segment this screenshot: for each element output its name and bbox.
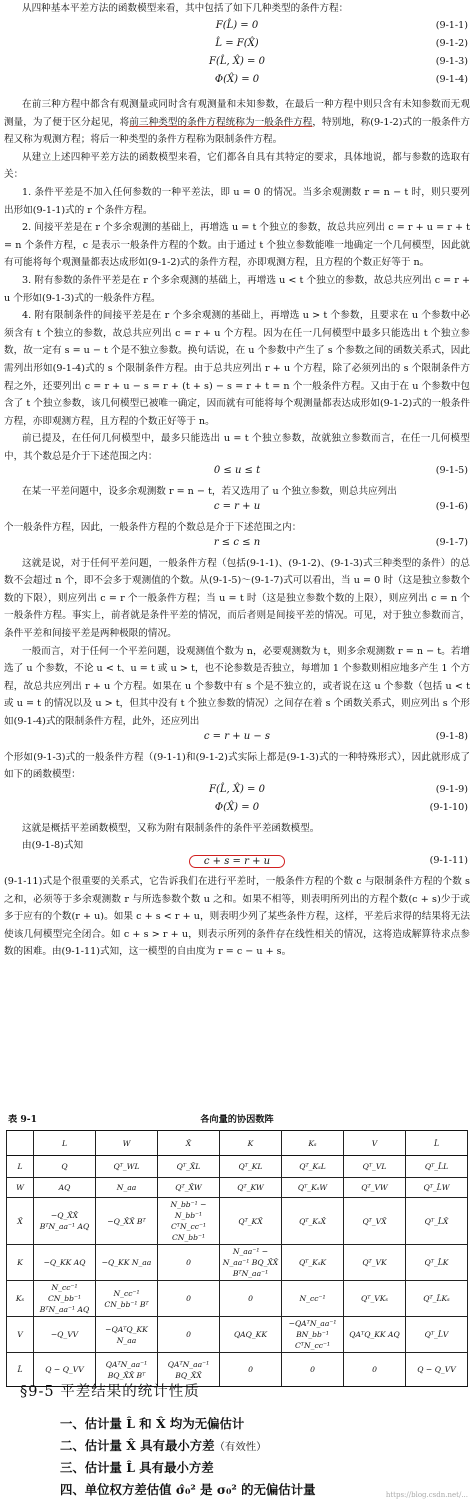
equation-row xyxy=(0,802,474,820)
equation-number: (9-1-6) xyxy=(435,501,468,513)
subsection-heading xyxy=(60,1480,315,1498)
row-header: L xyxy=(7,1156,34,1178)
equation-number: (9-1-10) xyxy=(429,801,468,813)
red-circled-equation: c + s = r + u xyxy=(189,855,285,868)
equation: F(L̂) = 0 xyxy=(215,20,259,31)
list-item-condition-adjustment: 1. 条件平差是不加入任何参数的一种平差法，即 u = 0 的情况。当多余观测数 r = n − t 时，则只要列出形如(9-1-1)式的 r 个条件方程。 xyxy=(4,186,470,216)
table-row xyxy=(7,1317,468,1353)
text-run: ，特别地，称(9-1-2)式的一般条件方程又称为观测方程；将后一种类型的条件方程称为限制条件方程。 xyxy=(4,116,470,146)
row-header: X̂ xyxy=(7,1198,34,1245)
table-row xyxy=(7,1198,468,1245)
table-cell: Qᵀ_L̂V xyxy=(406,1317,468,1353)
equation: Φ(X̂) = 0 xyxy=(214,801,260,813)
intro-paragraph: 从四种基本平差方法的函数模型来看，其中包括了如下几种类型的条件方程： xyxy=(22,3,349,14)
table-cell: Qᵀ_VW xyxy=(344,1178,406,1198)
table-row xyxy=(7,1281,468,1317)
table-cell: AQ xyxy=(34,1178,96,1198)
equation-row xyxy=(0,855,474,873)
section-heading: §9-5 平差结果的统计性质 xyxy=(20,1384,200,1400)
equation: F(L̂, X̂) = 0 xyxy=(209,783,265,795)
equation-row xyxy=(0,38,474,56)
paragraph-count-range: 个一般条件方程，因此，一般条件方程的个数总是介于下述范围之内： xyxy=(4,522,302,534)
equation-group-1 xyxy=(0,20,474,92)
table-cell: Qᵀ_L̂L xyxy=(406,1156,468,1178)
table-cell: QAQ_KK xyxy=(220,1317,282,1353)
table-cell: −Q_KK N_aa xyxy=(96,1245,158,1281)
equation-row xyxy=(0,20,474,38)
text-run: 在前三种方程中都含有观测量或同时含有观测量和未知参数，在最后一种方程中则只含有未知参数而无观测量，为了便于区分起见，将 xyxy=(4,99,470,128)
subsection-heading xyxy=(60,1436,267,1454)
equation-row xyxy=(0,74,474,92)
table-cell: Qᵀ_VL xyxy=(344,1156,406,1178)
table-cell: −QAᵀN_aa⁻¹ BN_bb⁻¹ CᵀN_cc⁻¹ xyxy=(282,1317,344,1353)
table-cell: QAᵀN_aa⁻¹ BQ_X̂X̂ xyxy=(158,1353,220,1387)
table-cell: Q − Q_VV xyxy=(34,1353,96,1387)
table-cell: Q − Q_VV xyxy=(406,1353,468,1387)
equation-row xyxy=(0,465,474,483)
column-header: L̂ xyxy=(406,1131,468,1156)
column-header: V xyxy=(344,1131,406,1156)
underlined-text: 前三种类型的条件方程统称为一般条件方程 xyxy=(129,116,313,128)
table-cell: −QAᵀQ_KK N_aa xyxy=(96,1317,158,1353)
paragraph-summary: 这就是概括平差函数模型，又称为附有限制条件的条件平差函数模型。 xyxy=(22,822,320,834)
table-row xyxy=(7,1178,468,1198)
heading-note: （有效性） xyxy=(214,1441,267,1453)
table-cell: 0 xyxy=(282,1353,344,1387)
paragraph-relation: (9-1-11)式是个很重要的关系式，它告诉我们在进行平差时，一般条件方程的个数 c 与限制条件方程的个数 s 之和，必须等于多余观测数 r 与所选参数个数 u 之和。如果不相等，则表明所列出的方程个数(c + s)少于或多于应有的个数(r + u)。如果 c + s < r + u，则表明少列了某些条件方程，这样，平差后求得的结果将无法使该几何模型完全闭合。如 c + s > r + u，则表示所列的条件存在线性相关的情况，这将造成解算待求点参数的困难。由(9-1-11)式知，这一模型的自由度为 r = c − u + s。 xyxy=(4,875,470,958)
equation-number: (9-1-7) xyxy=(435,536,468,548)
column-header: Kₛ xyxy=(282,1131,344,1156)
table-cell: Qᵀ_X̂W xyxy=(158,1178,220,1198)
table-cell: −Q_VV xyxy=(34,1317,96,1353)
equation: Φ(X̂) = 0 xyxy=(214,74,260,85)
table-cell: Qᵀ_KL xyxy=(220,1156,282,1178)
table-cell: 0 xyxy=(158,1245,220,1281)
table-cell: Qᵀ_KX̂ xyxy=(220,1198,282,1245)
paragraph-redundant: 在某一平差问题中，设多余观测数 r = n − t，若又选用了 u 个独立参数，则总共应列出 xyxy=(22,486,397,498)
cofactor-table xyxy=(6,1130,468,1387)
table-cell: Qᵀ_L̂X̂ xyxy=(406,1198,468,1245)
column-header: X̂ xyxy=(158,1131,220,1156)
table-cell: 0 xyxy=(220,1353,282,1387)
table-cell: Qᵀ_KₛX̂ xyxy=(282,1198,344,1245)
paragraph-parameter-range: 前已提及，在任何几何模型中，最多只能选出 u = t 个独立参数，故就独立参数而言，在任一几何模型中，其个数总是介于下述范围之内： xyxy=(4,433,470,462)
equation: c = r + u xyxy=(213,501,261,513)
equation: L̂ = F(X̂) xyxy=(215,38,259,49)
table-cell: Qᵀ_L̂K xyxy=(406,1245,468,1281)
table-cell: −Q_X̂X̂ Bᵀ xyxy=(96,1198,158,1245)
list-item-constrained-indirect: 4. 附有限制条件的间接平差是在 r 个多余观测的基础上，再增选 u > t 个参数，且要求在 u 个参数中必须含有 t 个独立的参数，故总共应列出 c = r + u 个方程。因为在任一几何模型中最多只能选出 t 个独立参数，故一定有 s = u − t 个是不独立参数。换句话说，在 u 个参数中产生了 s 个参数之间的函数关系式，因此需列出形如(9-1-4)式的 s 个限制条件方程。由于总共应列出 r + u 个方程，除了必须列出的 s 个限制条件方程之外，还要列出 c = r + u − s = r + (t + s) − s = r + t = n 个一般条件方程。又由于在 u 个参数中包含了 t 个独立参数，该几何模型已被唯一确定，因而就有可能将每个观测量都表达成形如(9-1-2)式的一般条件方程，亦即观测方程，且方程的个数正好等于 n。 xyxy=(4,310,470,427)
row-header: K xyxy=(7,1245,34,1281)
equation-row xyxy=(0,537,474,555)
table-cell: Qᵀ_KₛL xyxy=(282,1156,344,1178)
row-header: L̂ xyxy=(7,1353,34,1387)
table-cell: N_cc⁻¹ xyxy=(282,1281,344,1317)
table-cell: Qᵀ_X̂L xyxy=(158,1156,220,1178)
table-cell: N_bb⁻¹ − N_bb⁻¹ CᵀN_cc⁻¹ CN_bb⁻¹ xyxy=(158,1198,220,1245)
table-cell: Qᵀ_KₛW xyxy=(282,1178,344,1198)
table-cell: QAᵀQ_KK AQ xyxy=(344,1317,406,1353)
table-title: 各向量的协因数阵 xyxy=(200,1114,274,1125)
table-cell: Qᵀ_WL xyxy=(96,1156,158,1178)
table-cell: 0 xyxy=(158,1281,220,1317)
table-cell: −Q_KK AQ xyxy=(34,1245,96,1281)
table-cell: N_cc⁻¹ CN_bb⁻¹ Bᵀ xyxy=(96,1281,158,1317)
table-cell: N_aa xyxy=(96,1178,158,1198)
subsection-heading xyxy=(60,1458,214,1476)
equation-row xyxy=(0,731,474,749)
table-cell: Qᵀ_KW xyxy=(220,1178,282,1198)
equation-row xyxy=(0,784,474,802)
table-cell: Qᵀ_KₛK xyxy=(282,1245,344,1281)
column-header: W xyxy=(96,1131,158,1156)
paragraph-function-model: 个形如(9-1-3)式的一般条件方程（(9-1-1)和(9-1-2)式实际上都是(9-1-3)式的一种特殊形式），因此就形成了如下的函数模型： xyxy=(4,751,470,781)
column-header: K xyxy=(220,1131,282,1156)
paragraph-general-conditions xyxy=(0,96,474,149)
heading-text: 一、估计量 L̂ 和 X̂ 均为无偏估计 xyxy=(60,1416,245,1431)
equation-number: (9-1-3) xyxy=(435,56,468,67)
table-cell: Qᵀ_VKₛ xyxy=(344,1281,406,1317)
equation: c = r + u − s xyxy=(203,730,271,742)
equation: 0 ≤ u ≤ t xyxy=(213,465,261,477)
list-item-indirect-adjustment: 2. 间接平差是在 r 个多余观测的基础上，再增选 u = t 个独立的参数，故总共应列出 c = r + u = r + t = n 个条件方程，c 是表示一般条件方程的个数。由于通过 t 个独立参数能唯一地确定一个几何模型，因此就有可能将每个观测量都表达成形如(9-1-2)式的条件方程，亦即观测方程，且方程的个数正好等于 n。 xyxy=(4,222,470,269)
table-id: 表 9-1 xyxy=(8,1114,37,1125)
table-cell: Qᵀ_VX̂ xyxy=(344,1198,406,1245)
equation-highlighted xyxy=(0,855,474,868)
table-cell: Qᵀ_VK xyxy=(344,1245,406,1281)
paragraph-from-eq: 由(9-1-8)式知 xyxy=(22,840,84,852)
table-cell: Q xyxy=(34,1156,96,1178)
body-text-1 xyxy=(0,96,474,961)
equation-row xyxy=(0,56,474,74)
paragraph-requirements: 从建立上述四种平差方法的函数模型来看，它们都各自具有其特定的要求，具体地说，都与参数的选取有关： xyxy=(4,151,470,181)
equation-number: (9-1-4) xyxy=(435,74,468,85)
equation-number: (9-1-2) xyxy=(435,38,468,49)
row-header: V xyxy=(7,1317,34,1353)
list-item-parametric-condition: 3. 附有参数的条件平差是在 r 个多余观测的基础上，再增选 u < t 个独立的参数，故总共应列出 c = r + u 个形如(9-1-3)式的一般条件方程。 xyxy=(4,274,470,304)
paragraph-limits: 这就是说，对于任何平差问题，一般条件方程（包括(9-1-1)、(9-1-2)、(9-1-3)式三种类型的条件）的总数不会超过 n 个，即不会多于观测值的个数。从(9-1-5)～(9-1-7)式可以看出，当 u = 0 时（这是独立参数个数的下限），则应列出 c = r 个一般条件方程；当 u = t 时（这是独立参数个数的上限），则应列出 c = n 个一般条件方程。事实上，前者就是条件平差的情况，而后者则是间接平差的情况。可见，对于独立参数而言，条件平差和间接平差是两种极限的情况。 xyxy=(4,557,470,640)
equation-number: (9-1-1) xyxy=(435,20,468,31)
table-cell: Qᵀ_L̂Kₛ xyxy=(406,1281,468,1317)
equation: F(L̂, X̂) = 0 xyxy=(209,56,265,67)
table-cell: 0 xyxy=(158,1317,220,1353)
table-header-row xyxy=(7,1131,468,1156)
table-cell: N_cc⁻¹ CN_bb⁻¹ BᵀN_aa⁻¹ AQ xyxy=(34,1281,96,1317)
equation: r ≤ c ≤ n xyxy=(213,536,261,548)
equation-number: (9-1-8) xyxy=(435,730,468,742)
column-header: L xyxy=(34,1131,96,1156)
heading-text: 四、单位权方差估值 σ̂₀² 是 σ₀² 的无偏估计量 xyxy=(60,1482,316,1497)
equation-number: (9-1-9) xyxy=(435,783,468,795)
table-cell: Qᵀ_L̂W xyxy=(406,1178,468,1198)
table-cell: −Q_X̂X̂ BᵀN_aa⁻¹ AQ xyxy=(34,1198,96,1245)
equation-number: (9-1-11) xyxy=(429,854,468,866)
row-header: Kₛ xyxy=(7,1281,34,1317)
heading-text: 三、估计量 L̂ 具有最小方差 xyxy=(60,1460,214,1475)
table-row xyxy=(7,1245,468,1281)
watermark: https://blog.csdn.net/... xyxy=(385,1491,468,1499)
equation-number: (9-1-5) xyxy=(435,465,468,477)
equation-row xyxy=(0,501,474,519)
table-cell: 0 xyxy=(220,1281,282,1317)
subsection-heading xyxy=(60,1414,244,1432)
row-header: W xyxy=(7,1178,34,1198)
paragraph-general: 一般而言，对于任何一个平差问题，设观测值个数为 n，必要观测数为 t，则多余观测数 r = n − t。若增选了 u 个参数，不论 u < t、u = t 或 u > t，也不论参数是否独立，每增加 1 个参数则相应地多产生 1 个方程，故总共应列出 r + u 个方程。如果在 u 个参数中有 s 个是不独立的，或者说在这 u 个参数（包括 u < t 或 u = t 的情况以及 u > t，但其中没有 t 个独立参数的情况）之间存在着 s 个函数关系式，则应列出 s 个形如(9-1-4)式的限制条件方程，此外，还应列出 xyxy=(4,645,470,727)
intro-section xyxy=(0,0,474,18)
heading-text: 二、估计量 X̂ 具有最小方差 xyxy=(60,1438,215,1453)
column-header xyxy=(7,1131,34,1156)
table-caption xyxy=(0,1111,474,1127)
table-cell: QAᵀN_aa⁻¹ BQ_X̂X̂ Bᵀ xyxy=(96,1353,158,1387)
table-row xyxy=(7,1156,468,1178)
table-cell: 0 xyxy=(344,1353,406,1387)
table-cell: N_aa⁻¹ − N_aa⁻¹ BQ_X̂X̂ BᵀN_aa⁻¹ xyxy=(220,1245,282,1281)
